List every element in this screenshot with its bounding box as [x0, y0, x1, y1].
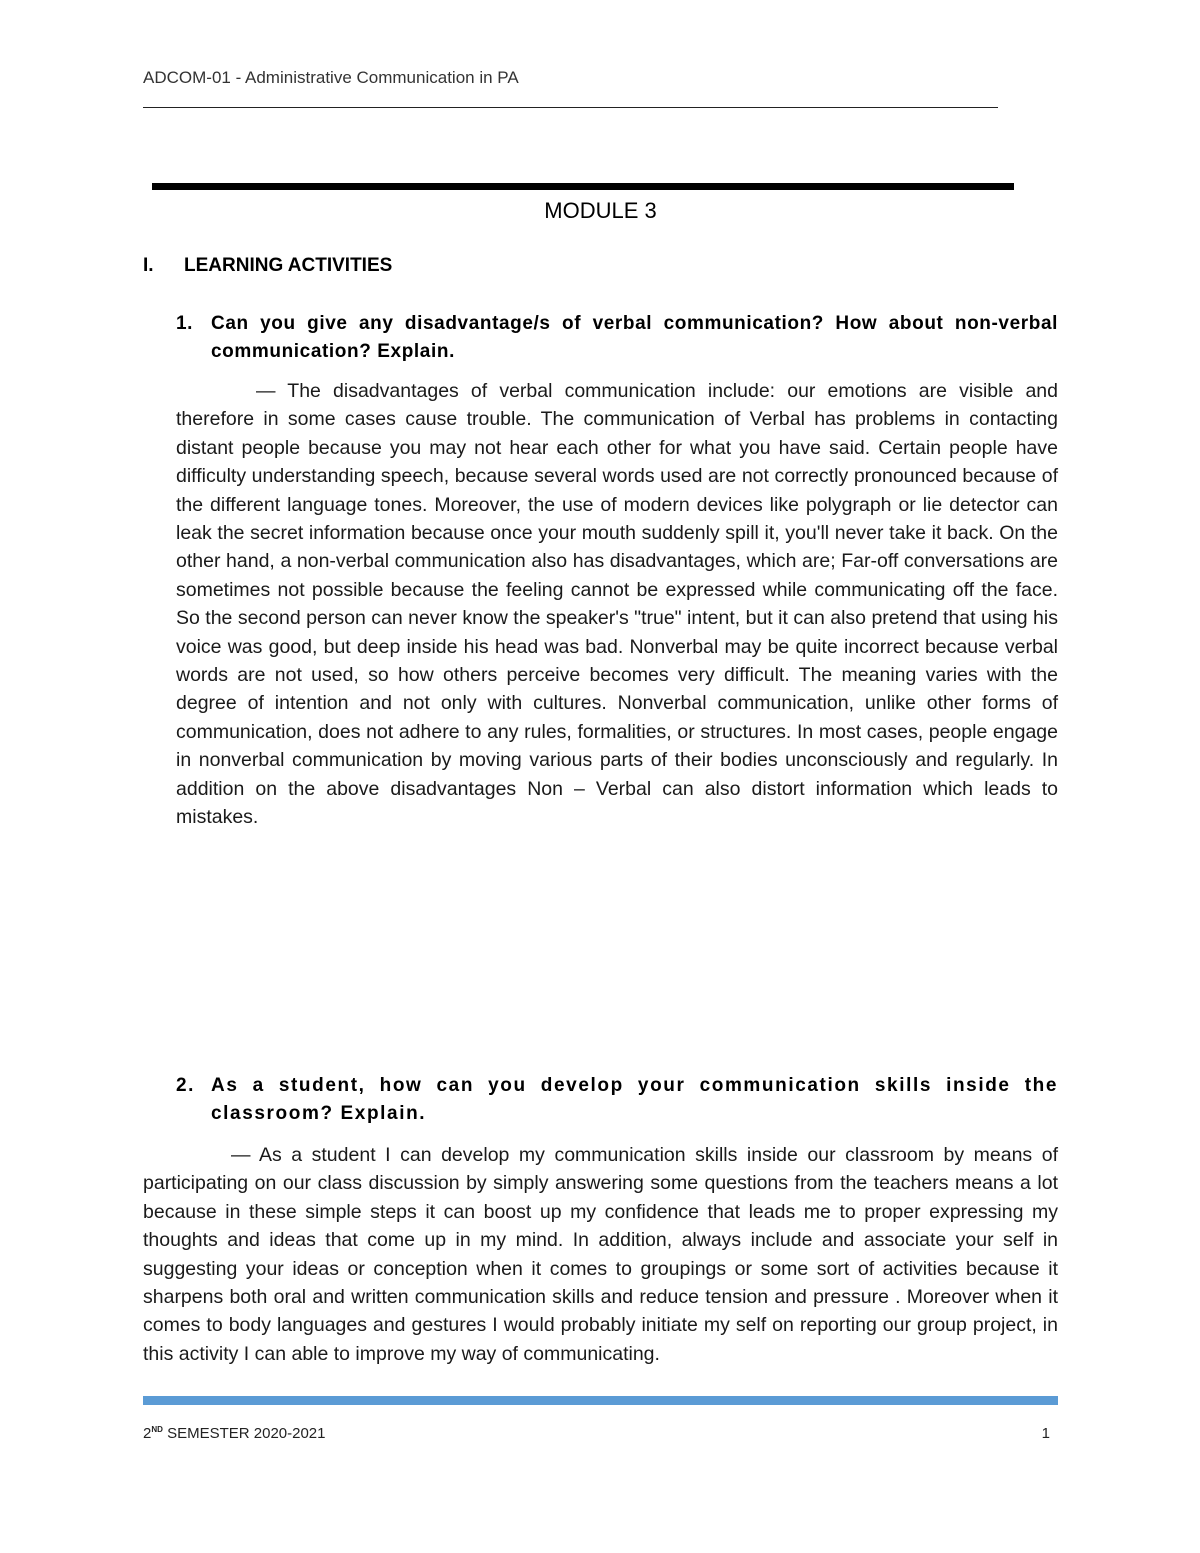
page-number: 1 [1041, 1425, 1050, 1442]
question-number: 2. [176, 1075, 196, 1096]
module-title: MODULE 3 [544, 198, 657, 223]
semester-number: 2 [143, 1425, 152, 1442]
question-number: 1. [176, 313, 194, 334]
semester-ordinal: ND [151, 1425, 163, 1434]
question-1 [176, 310, 1058, 366]
answer-2: — As a student I can develop my communication skills inside our classroom by means of participating on our class discussion by simply answering some questions from the teachers means a lot because in these simple steps it can boost up my confidence that leads me to proper expressing my thoughts and ideas that come up in my mind. In addition, always include and associate your self in suggesting your ideas or conception when it comes to groupings or some sort of activities because it sharpens both oral and written communication skills and reduce tension and pressure . Moreover when it comes to body languages and gestures I would probably initiate my self on reporting our group project, in this activity I can able to improve my way of communicating. [143, 1144, 1058, 1365]
question-text: Can you give any disadvantage/s of verbal communication? How about non-verbal communication? Explain. [211, 313, 1058, 362]
footer-semester [143, 1425, 326, 1442]
answer-1: — The disadvantages of verbal communication include: our emotions are visible and therefore in some cases cause trouble. The communication of Verbal has problems in contacting distant people because you may not hear each other for what you have said. Certain people have difficulty understanding speech, because several words used are not correctly pronounced because of the different language tones. Moreover, the use of modern devices like polygraph or lie detector can leak the secret information because once your mouth suddenly spill it, you'll never take it back. On the other hand, a non-verbal communication also has disadvantages, which are; Far-off conversations are sometimes not possible because the feeling cannot be expressed while communicating off the face. So the second person can never know the speaker's "true" intent, but it can also pretend that using his voice was good, but deep inside his head was bad. Nonverbal may be quite incorrect because verbal words are not used, so how others perceive becomes very difficult. The meaning varies with the degree of intention and not only with cultures. Nonverbal communication, unlike other forms of communication, does not adhere to any rules, formalities, or structures. In most cases, people engage in nonverbal communication by moving various parts of their bodies unconsciously and regularly. In addition on the above disadvantages Non – Verbal can also distort information which leads to mistakes. [176, 380, 1058, 829]
header-divider [143, 107, 998, 108]
section-heading [143, 255, 392, 277]
title-divider [152, 183, 1014, 190]
question-2 [176, 1072, 1058, 1128]
semester-text: SEMESTER 2020-2021 [167, 1425, 326, 1442]
section-title: LEARNING ACTIVITIES [184, 255, 393, 276]
footer-bar [143, 1396, 1058, 1405]
running-header: ADCOM-01 - Administrative Communication in PA [143, 68, 519, 87]
question-text: As a student, how can you develop your communication skills inside the classroom? Explain. [211, 1075, 1058, 1124]
section-number: I. [143, 255, 154, 276]
